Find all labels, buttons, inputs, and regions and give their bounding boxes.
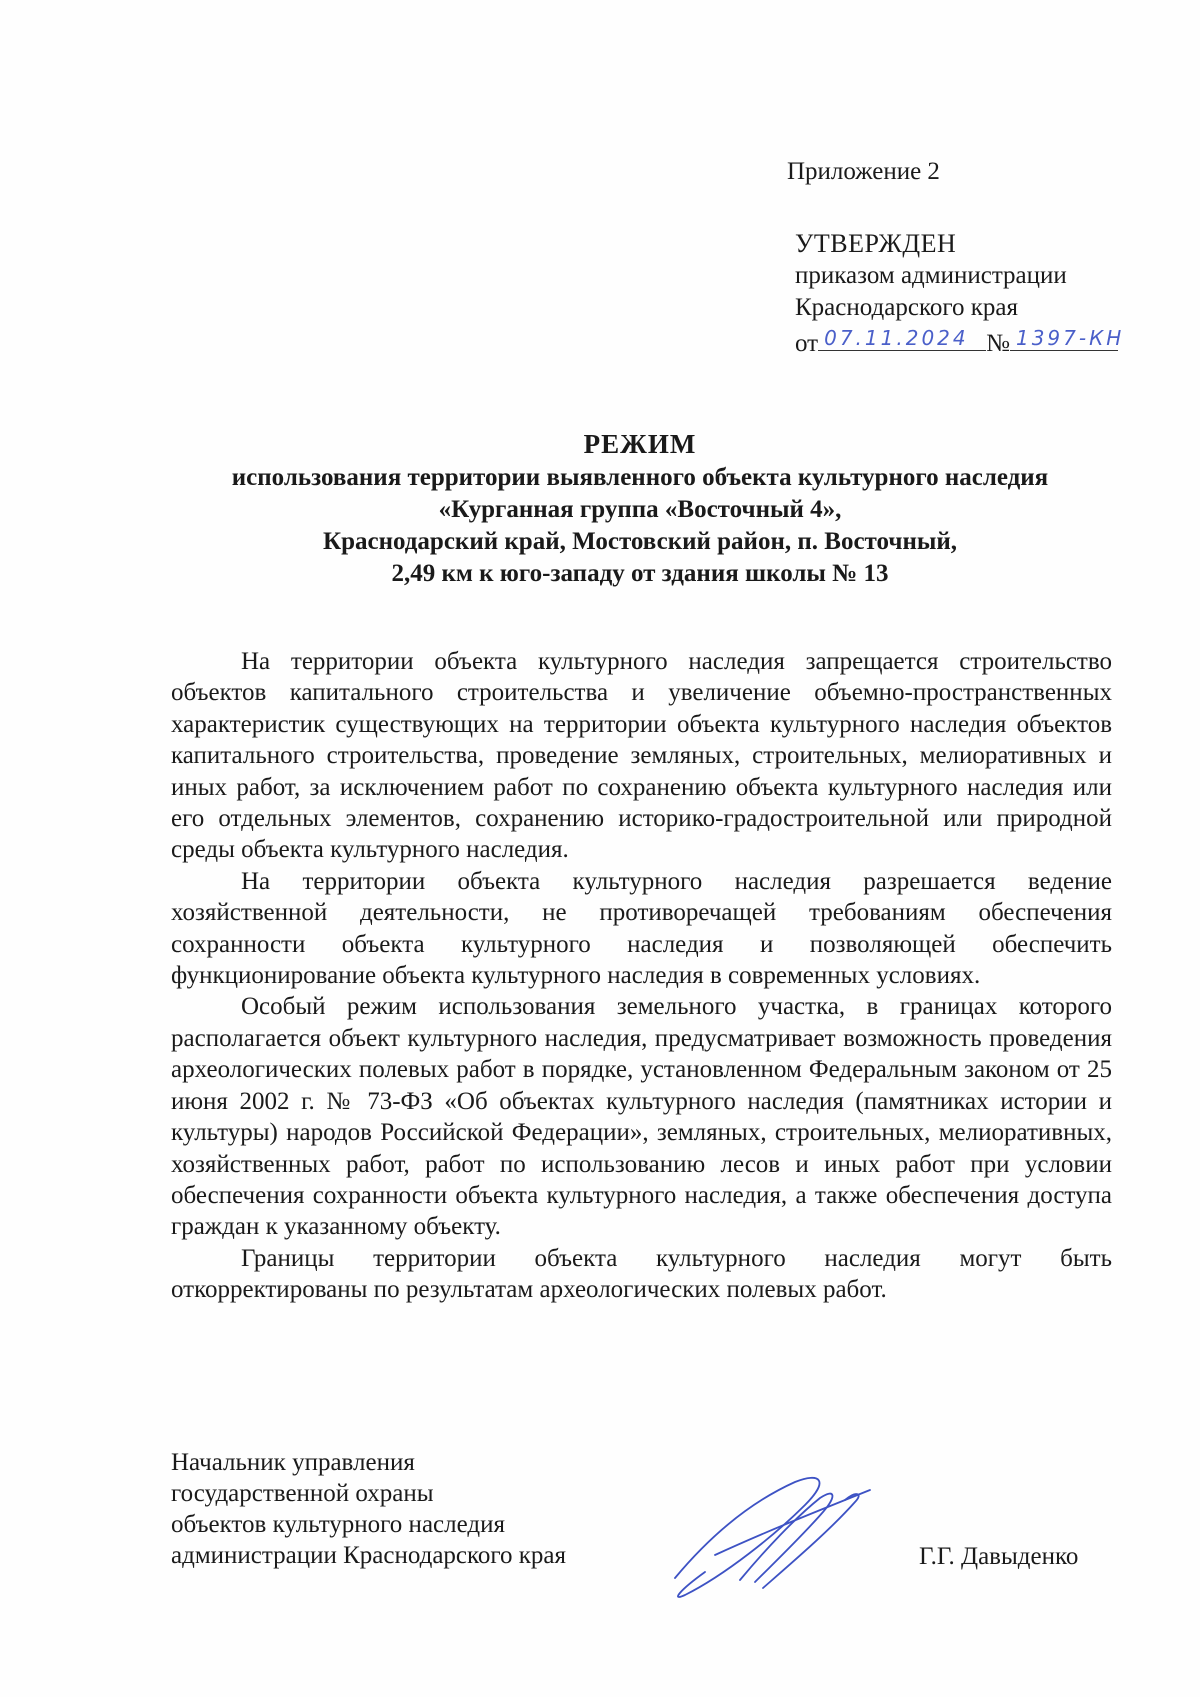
signatory-line-4: администрации Краснодарского края	[171, 1542, 567, 1569]
date-prefix: от	[795, 330, 819, 357]
signer-name: Г.Г. Давыденко	[919, 1543, 1079, 1570]
approval-stamp-block	[795, 228, 1125, 358]
signatory-position	[171, 1447, 566, 1571]
signatory-line-1: Начальник управления	[171, 1449, 415, 1476]
heading-line-4: 2,49 км к юго-западу от здания школы № 13	[391, 560, 889, 587]
heading-line-2: «Курганная группа «Восточный 4»,	[438, 496, 842, 523]
signatory-line-2: государственной охраны	[171, 1480, 434, 1507]
signatory-line-3: объектов культурного наследия	[171, 1511, 505, 1538]
paragraph-boundaries: Границы территории объекта культурного наследия могут быть откорректированы по результатам археологических полевых работ.	[171, 1244, 1112, 1304]
number-blank	[1010, 324, 1125, 351]
date-blank	[818, 324, 986, 351]
approval-title: УТВЕРЖДЕН	[795, 229, 957, 258]
order-date-number-line	[795, 324, 1125, 358]
document-title: РЕЖИМ	[583, 429, 697, 459]
handwritten-signature	[645, 1460, 885, 1610]
document-heading	[120, 426, 1160, 590]
paragraph-special-regime: Особый режим использования земельного участка, в границах которого располагается объект культурного наследия, предусматривает возможность проведения археологических полевых работ в порядке, установленном Федеральным законом от 25 июня 2002 г. № 73-ФЗ «Об объектах культурного наследия (памятниках истории и культуры) народов Российской Федерации», земляных, строительных, мелиоративных, хозяйственных работ, работ по использованию лесов и иных работ при условии обеспечения сохранности объекта культурного наследия, а также обеспечения доступа граждан к указанному объекту.	[171, 993, 1112, 1241]
document-body	[171, 646, 1112, 1306]
approval-line-2: Краснодарского края	[795, 294, 1018, 321]
appendix-label: Приложение 2	[787, 158, 940, 185]
approval-line-1: приказом администрации	[795, 262, 1067, 289]
number-prefix: №	[986, 330, 1010, 357]
signature-strokes	[675, 1478, 870, 1597]
handwritten-number: 1397-КН	[1015, 326, 1125, 350]
heading-line-3: Краснодарский край, Мостовский район, п. Восточный,	[322, 528, 958, 555]
paragraph-permissions: На территории объекта культурного наследия разрешается ведение хозяйственной деятельности, не противоречащей требованиям обеспечения сохранности объекта культурного наследия и позволяющей обеспечить функционирование объекта культурного наследия в современных условиях.	[171, 867, 1112, 990]
handwritten-date: 07.11.2024	[824, 326, 969, 350]
paragraph-prohibitions: На территории объекта культурного наследия запрещается строительство объектов капитального строительства и увеличение объемно-пространственных характеристик существующих на территории объекта культурного наследия объектов капитального строительства, проведение земляных, строительных, мелиоративных и иных работ, за исключением работ по сохранению объекта культурного наследия или его отдельных элементов, сохранению историко-градостроительной или природной среды объекта культурного наследия.	[171, 648, 1112, 864]
heading-line-1: использования территории выявленного объекта культурного наследия	[231, 464, 1049, 491]
